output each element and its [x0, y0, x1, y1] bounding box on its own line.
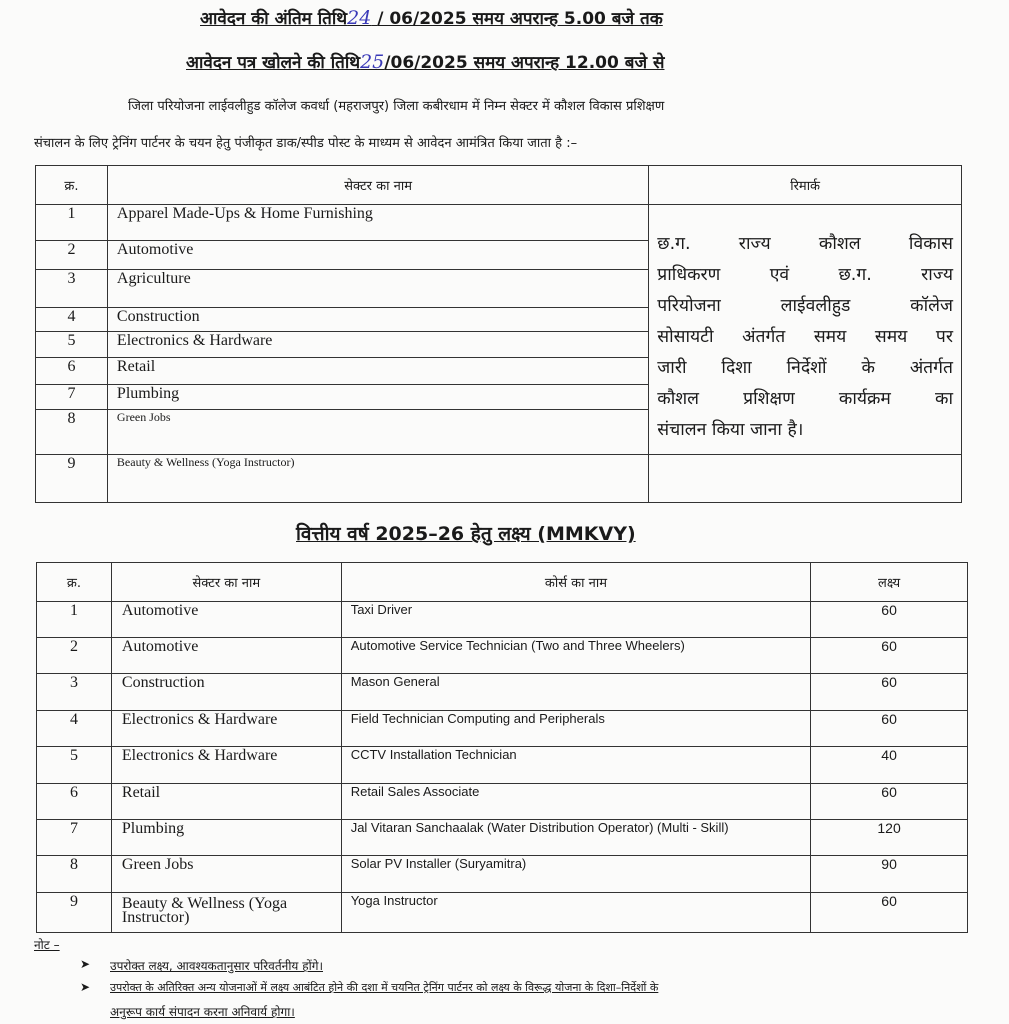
- col-header-sector: सेक्टर का नाम: [111, 563, 341, 602]
- table-row: 3 Agriculture: [36, 270, 962, 308]
- handwritten-day: 24: [347, 7, 372, 29]
- deadline-line: आवेदन की अंतिम तिथि24 / 06/2025 समय अपरान्ह 5.00 बजे तक: [200, 7, 663, 29]
- table-header-row: [36, 166, 962, 205]
- table-row: 3 Construction Mason General 60: [37, 674, 968, 711]
- table-row: 2 Automotive: [36, 241, 962, 270]
- remark-cell: छ.ग. राज्य कौशल विकास प्राधिकरण एवं छ.ग. राज्य परियोजना लाईवलीहुड कॉलेज सोसायटी अंतर्गत समय समय पर जारी दिशा निर्देशों के अंतर्गत कौशल प्रशिक्षण कार्यक्रम का संचालन किया जाना है।: [649, 205, 962, 455]
- table-row: 7 Plumbing: [36, 385, 962, 410]
- handwritten-day: 25: [360, 51, 385, 73]
- col-header-remark: रिमार्क: [649, 166, 962, 205]
- table-row: 1 Apparel Made-Ups & Home Furnishing छ.ग. राज्य कौशल विकास प्राधिकरण एवं छ.ग. राज्य परियोजना लाईवलीहुड कॉलेज सोसायटी अंतर्गत समय समय पर जारी दिशा निर्देशों के अंतर्गत कौशल प्रशिक्षण कार्यक्रम का संचालन किया जाना है।: [36, 205, 962, 241]
- col-header-course: कोर्स का नाम: [341, 563, 810, 602]
- bullet-arrow-icon: ➤: [80, 980, 91, 994]
- table-row: 5 Electronics & Hardware: [36, 332, 962, 358]
- opening-date-line: आवेदन पत्र खोलने की तिथि25/06/2025 समय अपरान्ह 12.00 बजे से: [186, 51, 665, 73]
- intro-line-1: जिला परियोजना लाईवलीहुड कॉलेज कवर्धा (महराजपुर) जिला कबीरधाम में निम्न सेक्टर में कौशल विकास प्रशिक्षण: [128, 99, 665, 114]
- table-row: 6 Retail Retail Sales Associate 60: [37, 784, 968, 820]
- target-table: [36, 562, 968, 933]
- table-header-row: [37, 563, 968, 602]
- table-row: 8 Green Jobs: [36, 410, 962, 455]
- bullet-arrow-icon: ➤: [80, 957, 91, 971]
- sector-table: [35, 165, 962, 503]
- note-item-2: उपरोक्त के अतिरिक्त अन्य योजनाओं में लक्ष्य आबंटित होने की दशा में चयनित ट्रेनिंग पार्टनर को लक्ष्य के विरूद्ध योजना के दिशा–निर्देशों के: [110, 981, 659, 994]
- table-row: 6 Retail: [36, 358, 962, 385]
- col-header-sector: सेक्टर का नाम: [107, 166, 648, 205]
- table-row: 4 Construction: [36, 308, 962, 332]
- note-item-1: उपरोक्त लक्ष्य, आवश्यकतानुसार परिवर्तनीय होंगे।: [110, 959, 323, 973]
- table-row: 9 Beauty & Wellness (Yoga Instructor) Yoga Instructor 60: [37, 893, 968, 933]
- col-header-target: लक्ष्य: [811, 563, 968, 602]
- table-row: 2 Automotive Automotive Service Technician (Two and Three Wheelers) 60: [37, 638, 968, 674]
- table-row: 5 Electronics & Hardware CCTV Installation Technician 40: [37, 747, 968, 784]
- col-header-no: क्र.: [36, 166, 108, 205]
- table-row: 4 Electronics & Hardware Field Technician Computing and Peripherals 60: [37, 711, 968, 747]
- table-row: 7 Plumbing Jal Vitaran Sanchaalak (Water Distribution Operator) (Multi - Skill) 120: [37, 820, 968, 856]
- note-item-3: अनुरूप कार्य संपादन करना अनिवार्य होगा।: [110, 1005, 295, 1019]
- table-row: 9 Beauty & Wellness (Yoga Instructor): [36, 455, 962, 503]
- col-header-no: क्र.: [37, 563, 112, 602]
- note-label: नोट –: [34, 938, 60, 952]
- table-row: 1 Automotive Taxi Driver 60: [37, 602, 968, 638]
- intro-line-2: संचालन के लिए ट्रेनिंग पार्टनर के चयन हेतु पंजीकृत डाक/स्पीड पोस्ट के माध्यम से आवेदन आमंत्रित किया जाता है :–: [34, 136, 578, 151]
- target-title: वित्तीय वर्ष 2025–26 हेतु लक्ष्य (MMKVY): [296, 523, 636, 545]
- table-row: 8 Green Jobs Solar PV Installer (Suryamitra) 90: [37, 856, 968, 893]
